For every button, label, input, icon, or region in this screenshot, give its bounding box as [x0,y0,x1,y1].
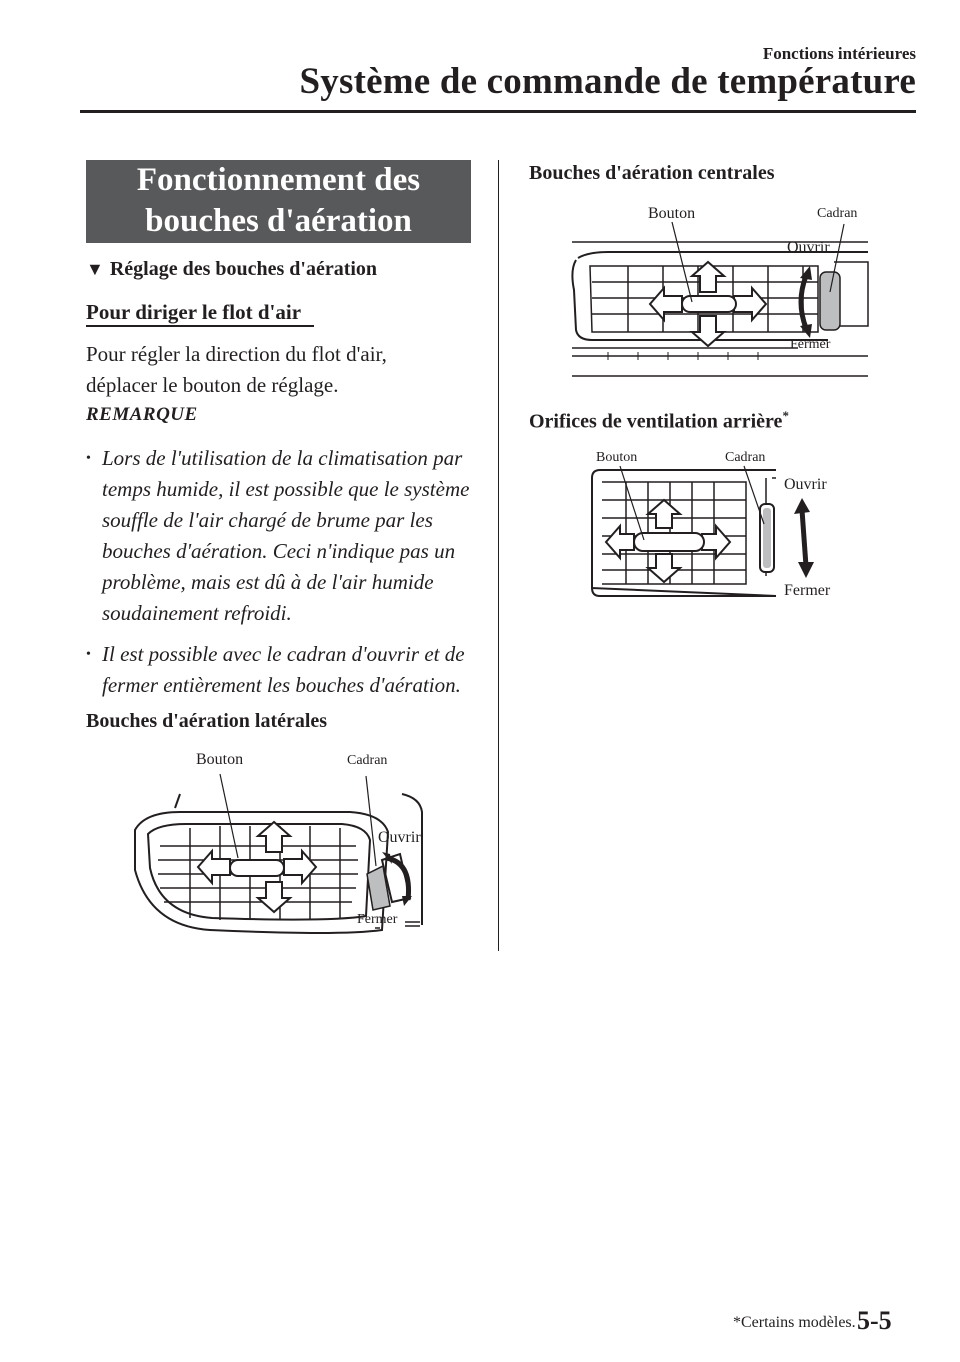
center-vent-illustration [568,200,872,386]
body-line-1: Pour régler la direction du flot d'air, [86,342,387,366]
triangle-marker-icon: ▼ [86,259,104,279]
label-dial-rear: Cadran [725,450,766,465]
body-line-2: déplacer le bouton de réglage. [86,373,339,397]
section-title-line-1: Fonctionnement des [136,162,421,198]
label-dial-side: Cadran [347,753,388,768]
label-dial-center: Cadran [817,206,858,221]
label-open-center: Ouvrir [787,239,830,256]
label-open-rear: Ouvrir [784,476,827,493]
page-number: 5-5 [857,1306,892,1335]
body-paragraph [86,339,486,401]
underlined-heading: Pour diriger le flot d'air [86,300,302,324]
subheading [86,258,377,281]
label-close-rear: Fermer [784,582,831,599]
label-close-side: Fermer [357,912,398,927]
running-header-title: Système de commande de température [299,61,916,102]
label-button-rear: Bouton [596,450,638,465]
caption-rear-mark: * [782,408,789,423]
label-close-center: Fermer [790,337,831,352]
footnote: *Certains modèles. [733,1314,856,1331]
label-button-center: Bouton [648,205,696,222]
column-divider [498,160,499,951]
caption-rear-vents [529,408,789,434]
label-open-side: Ouvrir [378,829,421,846]
remark-bullet-2: • Il est possible avec le cadran d'ouvrir et de fermer entièrement les bouches d'aération. [86,639,478,701]
subheading-text: Réglage des bouches d'aération [109,258,378,280]
heading-underline [86,325,314,327]
caption-rear-text: Orifices de ventilation arrière [529,410,783,433]
label-button-side: Bouton [196,751,244,768]
remark-bullets [86,443,478,711]
running-header-section: Fonctions intérieures [762,44,916,63]
section-title-box [86,160,471,243]
header-rule [80,110,916,113]
section-title-line-2: bouches d'aération [145,203,412,239]
remark-bullet-1: • Lors de l'utilisation de la climatisation par temps humide, il est possible que le système souffle de l'air chargé de brume par les bouches d'aération. Ceci n'indique pas un problème, mais est dû à de l'air humide soudainement refroidi. [86,443,478,629]
remark-label: REMARQUE [86,404,198,425]
caption-side-vents: Bouches d'aération latérales [86,710,328,732]
caption-center-vents: Bouches d'aération centrales [529,162,775,184]
